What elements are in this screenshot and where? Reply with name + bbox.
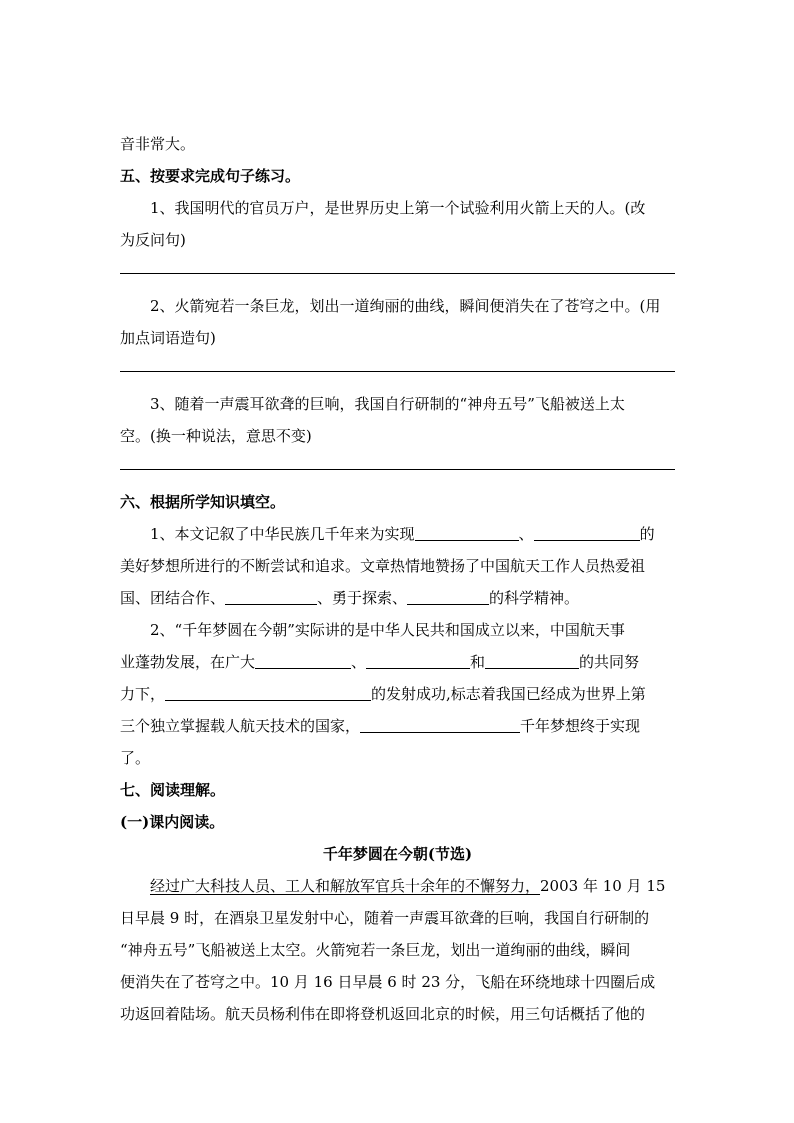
question-6-1-cont: 美好梦想所进行的不断尝试和追求。文章热情地赞扬了中国航天工作人员热爱祖 xyxy=(120,557,646,575)
text: 2003 年 10 月 15 xyxy=(540,877,666,895)
passage-line xyxy=(120,870,675,902)
text: 的科学精神。 xyxy=(489,589,580,607)
answer-line[interactable] xyxy=(120,469,675,470)
question-5-1-cont: 为反问句) xyxy=(120,231,186,249)
question-5-1: 1、我国明代的官员万户，是世界历史上第一个试验利用火箭上天的人。(改 xyxy=(150,199,646,217)
section-7-title: 七、阅读理解。 xyxy=(120,781,226,799)
question-6-1 xyxy=(120,518,675,550)
underlined-sentence: 经过广大科技人员、工人和解放军官兵十余年的不懈努力， xyxy=(150,877,541,895)
fill-blank[interactable] xyxy=(255,653,351,669)
passage-line: “神舟五号”飞船被送上太空。火箭宛若一条巨龙，划出一道绚丽的曲线，瞬间 xyxy=(120,941,631,959)
text: 、勇于探索、 xyxy=(317,589,408,607)
text: 的 xyxy=(639,525,655,543)
question-6-2-cont3 xyxy=(120,710,675,742)
fill-blank[interactable] xyxy=(485,653,579,669)
passage-line: 功返回着陆场。航天员杨利伟在即将登机返回北京的时候，用三句话概括了他的 xyxy=(120,1005,646,1023)
passage-line: 日早晨 9 时，在酒泉卫星发射中心，随着一声震耳欲聋的巨响，我国自行研制的 xyxy=(120,909,650,927)
fill-blank[interactable] xyxy=(366,653,470,669)
fill-blank[interactable] xyxy=(415,525,519,541)
text: 千年梦想终于实现 xyxy=(520,717,641,735)
fill-blank[interactable] xyxy=(407,589,489,605)
answer-line[interactable] xyxy=(120,371,675,372)
text: 、 xyxy=(351,653,367,671)
question-6-2: 2、“千年梦圆在今朝”实际讲的是中华人民共和国成立以来，中国航天事 xyxy=(150,621,625,639)
question-6-1-cont2 xyxy=(120,582,675,614)
fill-blank[interactable] xyxy=(534,525,640,541)
question-6-2-cont2 xyxy=(120,678,675,710)
text: 1、本文记叙了中华民族几千年来为实现 xyxy=(150,525,415,543)
fill-blank[interactable] xyxy=(165,685,371,701)
text: 、 xyxy=(518,525,534,543)
text: 的共同努 xyxy=(579,653,640,671)
subsection-title: (一)课内阅读。 xyxy=(120,813,225,831)
text: 的发射成功,标志着我国已经成为世界上第 xyxy=(371,685,646,703)
worksheet-page xyxy=(120,128,675,1030)
fill-blank[interactable] xyxy=(225,589,317,605)
text: 和 xyxy=(470,653,486,671)
text-line: 音非常大。 xyxy=(120,135,196,153)
text: 国、团结合作、 xyxy=(120,589,226,607)
text: 三个独立掌握载人航天技术的国家， xyxy=(120,717,361,735)
question-5-3: 3、随着一声震耳欲聋的巨响，我国自行研制的“神舟五号”飞船被送上太 xyxy=(150,395,625,413)
question-6-2-end: 了。 xyxy=(120,749,151,767)
text: 力下， xyxy=(120,685,166,703)
question-5-2: 2、火箭宛若一条巨龙，划出一道绚丽的曲线，瞬间便消失在了苍穹之中。(用 xyxy=(150,297,661,315)
question-5-3-cont: 空。(换一种说法，意思不变) xyxy=(120,427,312,445)
question-6-2-cont xyxy=(120,646,675,678)
section-5-title: 五、按要求完成句子练习。 xyxy=(120,167,301,185)
text: 业蓬勃发展，在广大 xyxy=(120,653,256,671)
fill-blank[interactable] xyxy=(360,717,520,733)
section-6-title: 六、根据所学知识填空。 xyxy=(120,493,286,511)
passage-line: 便消失在了苍穹之中。10 月 16 日早晨 6 时 23 分，飞船在环绕地球十四圈后成 xyxy=(120,973,656,991)
passage-title: 千年梦圆在今朝(节选) xyxy=(322,845,473,863)
question-5-2-cont: 加点词语造句) xyxy=(120,329,216,347)
answer-line[interactable] xyxy=(120,273,675,274)
